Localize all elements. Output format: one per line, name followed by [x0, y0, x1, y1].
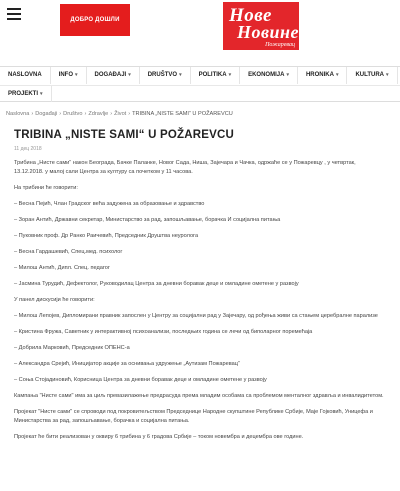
breadcrumb-separator: ›: [84, 111, 87, 117]
logo-line2: Новине: [237, 22, 300, 42]
chevron-down-icon: ▾: [179, 72, 182, 78]
menu-icon[interactable]: [7, 8, 21, 20]
breadcrumb-link[interactable]: Naslovna: [6, 111, 30, 117]
breadcrumb-separator: ›: [128, 111, 131, 117]
nav-item-label: PROJEKTI: [8, 91, 39, 97]
article-paragraph: – Весна Пејић, Члан Градског већа задужена за образовање и здравство: [14, 201, 205, 207]
nav-item-label: NASLOVNA: [8, 72, 42, 78]
breadcrumb-link[interactable]: Događaji: [35, 111, 58, 117]
chevron-down-icon: ▾: [286, 72, 289, 78]
breadcrumb-separator: ›: [110, 111, 113, 117]
nav-item-label: EKONOMIJA: [248, 72, 285, 78]
article-paragraph: На трибини ће говорити:: [14, 185, 78, 191]
main-nav: [0, 66, 400, 102]
article-paragraph: Пројекат ће бити реализован у оквиру 6 трибина у 6 градова Србије – током новембра и децембра ове године.: [14, 434, 304, 440]
article: [14, 129, 386, 442]
nav-item-projekti[interactable]: [0, 86, 52, 102]
nav-row-primary: [0, 67, 398, 84]
nav-item-politika[interactable]: [191, 67, 241, 84]
nav-item-info[interactable]: [51, 67, 87, 84]
ad-banner[interactable]: ДОБРО ДОШЛИ: [60, 4, 130, 36]
article-paragraph: Трибина „Нисте сами“ након Београда, Бачке Паланке, Новог Сада, Ниша, Зајечара и Чачка, одржаће се у Пожаревцу , у четвртак, 13.12.2018. у малој сали Центра за културу са почетком у 11 часова.: [14, 160, 356, 175]
nav-item-label: DOGAĐAJI: [94, 72, 127, 78]
breadcrumb: [6, 111, 233, 117]
breadcrumb-current: TRIBINA „NISTE SAMI“ U POŽAREVCU: [132, 111, 233, 117]
breadcrumb-link[interactable]: Zdravlje: [88, 111, 109, 117]
article-paragraph: У панел дискусији ће говорити:: [14, 297, 95, 303]
chevron-down-icon: ▾: [75, 72, 78, 78]
breadcrumb-separator: ›: [31, 111, 34, 117]
nav-item-label: POLITIKA: [198, 72, 227, 78]
article-paragraph: – Милош Лепојев, Дипломирани правник запослен у Центру за социјални рад у Зајечару, од рођења живи са стањем церебралне парализе: [14, 313, 378, 319]
nav-item-kultura[interactable]: [347, 67, 397, 84]
article-paragraph: – Весна Гардашевић, Спец.мед. психолог: [14, 249, 123, 255]
nav-item-ekonomija[interactable]: [240, 67, 298, 84]
article-paragraph: – Милош Антић, Дипл. Спец. педагог: [14, 265, 110, 271]
nav-row-secondary: [0, 85, 400, 102]
nav-item-događaji[interactable]: [87, 67, 140, 84]
chevron-down-icon: ▾: [335, 72, 339, 78]
article-paragraph: Кампања "Нисте сами" има за циљ превазилажење предрасуда према младим особама са проблемом менталног здравља и инвалидитетом.: [14, 393, 384, 399]
article-paragraph: – Јасмина Турудић, Дефектолог, Руководилац Центра за дневни боравак деце и омладине ометене у развоју: [14, 281, 299, 287]
article-title: TRIBINA „NISTE SAMI“ U POŽAREVCU: [14, 129, 235, 141]
breadcrumb-link[interactable]: Život: [114, 111, 127, 117]
nav-item-label: HRONIKA: [305, 72, 334, 78]
nav-item-hronika[interactable]: [298, 67, 348, 84]
nav-item-label: DRUŠTVO: [147, 72, 178, 78]
article-paragraph: – Александра Срејић, Иницијатор акције за оснивања удружење „Аутизам Пожаревац“: [14, 361, 240, 367]
article-paragraph: – Соња Стојадиновић, Корисница Центра за дневни боравак деце и омладине ометене у развоју: [14, 377, 267, 383]
article-paragraph: – Пуковник проф. Др Ранко Раичевић, Председник Друштва неуролога: [14, 233, 199, 239]
article-paragraph: – Кристина Фружа, Саветник у интерактивној психоанализи, последњих година се лечи од биполарног поремећаја: [14, 329, 313, 335]
article-body: [14, 159, 386, 442]
chevron-down-icon: ▾: [128, 72, 131, 78]
nav-item-label: KULTURA: [355, 72, 385, 78]
logo-city: Пожаревац: [265, 42, 295, 48]
breadcrumb-link[interactable]: Društvo: [63, 111, 83, 117]
article-date: 11 дец 2018: [14, 146, 42, 152]
chevron-down-icon: ▾: [228, 72, 232, 78]
article-paragraph: Пројекат "Нисте сами" се спроводи под покровитељством Председнице Народне скупштине Републике Србије, Маје Гојковић, Уницефа и Министарства за рад, запошљавање, борачка и социјална питања.: [14, 409, 373, 424]
logo-line1: Нове: [229, 5, 272, 26]
site-header: [0, 0, 400, 62]
nav-item-društvo[interactable]: [140, 67, 191, 84]
nav-item-naslovna[interactable]: [0, 67, 51, 84]
article-paragraph: – Зоран Антић, Државни секретар, Министарство за рад, запошљавање, борачка И социјална питања: [14, 217, 281, 223]
chevron-down-icon: ▾: [40, 91, 43, 97]
breadcrumb-separator: ›: [59, 111, 62, 117]
chevron-down-icon: ▾: [386, 72, 389, 78]
nav-item-label: INFO: [58, 72, 74, 78]
article-paragraph: – Добрила Марковић, Председник ОПЕНС-а: [14, 345, 130, 351]
site-logo[interactable]: [223, 2, 299, 50]
